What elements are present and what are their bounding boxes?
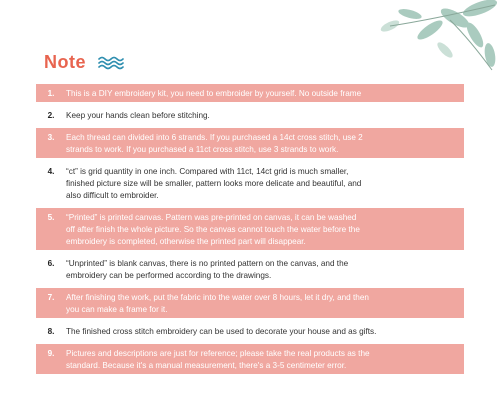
note-item-3 bbox=[36, 128, 464, 158]
note-text: Keep your hands clean before stitching. bbox=[66, 111, 210, 120]
note-text: “Unprinted” is blank canvas, there is no printed pattern on the canvas, and the embroidery can be performed according to the drawings. bbox=[66, 259, 349, 280]
note-text: “Printed” is printed canvas. Pattern was pre-printed on canvas, it can be washed off after finish the whole picture. So the canvas cannot touch the water before the embroidery is completed, otherwise the printed part will disappear. bbox=[66, 213, 360, 246]
note-item-1 bbox=[36, 84, 464, 102]
note-number: 2. bbox=[47, 111, 55, 120]
note-number: 3. bbox=[47, 133, 55, 142]
note-text: After finishing the work, put the fabric into the water over 8 hours, let it dry, and then you can make a frame for it. bbox=[66, 293, 369, 314]
wave-icon bbox=[98, 56, 128, 70]
note-number: 9. bbox=[47, 349, 55, 358]
note-number: 8. bbox=[47, 327, 55, 336]
note-number: 4. bbox=[47, 167, 55, 176]
note-item-8 bbox=[36, 322, 464, 340]
note-item-5 bbox=[36, 208, 464, 250]
page-title: Note bbox=[44, 51, 86, 72]
note-number: 6. bbox=[47, 259, 55, 268]
note-number: 7. bbox=[47, 293, 55, 302]
note-item-4 bbox=[36, 162, 464, 204]
note-text: The finished cross stitch embroidery can be used to decorate your house and as gifts. bbox=[66, 327, 377, 336]
note-text: Each thread can divided into 6 strands. If you purchased a 14ct cross stitch, use 2 strands to work. If you purchased a 11ct cross stitch, use 3 strands to work. bbox=[66, 133, 363, 154]
note-text: This is a DIY embroidery kit, you need to embroider by yourself. No outside frame bbox=[66, 89, 362, 98]
note-number: 5. bbox=[47, 213, 55, 222]
note-text: Pictures and descriptions are just for reference; please take the real products as the standard. Because it's a manual measurement, there's a 3-5 centimeter error. bbox=[66, 349, 370, 370]
note-text: “ct” is grid quantity in one inch. Compared with 11ct, 14ct grid is much smaller, finished picture size will be smaller, pattern looks more delicate and beautiful, and also difficult to embroider. bbox=[66, 167, 362, 200]
eucalyptus-leaves-decoration bbox=[330, 0, 500, 90]
note-item-2 bbox=[36, 106, 464, 124]
note-item-6 bbox=[36, 254, 464, 284]
note-item-7 bbox=[36, 288, 464, 318]
note-header bbox=[44, 49, 128, 75]
note-item-9 bbox=[36, 344, 464, 374]
note-number: 1. bbox=[47, 89, 55, 98]
notes-list bbox=[36, 84, 464, 374]
